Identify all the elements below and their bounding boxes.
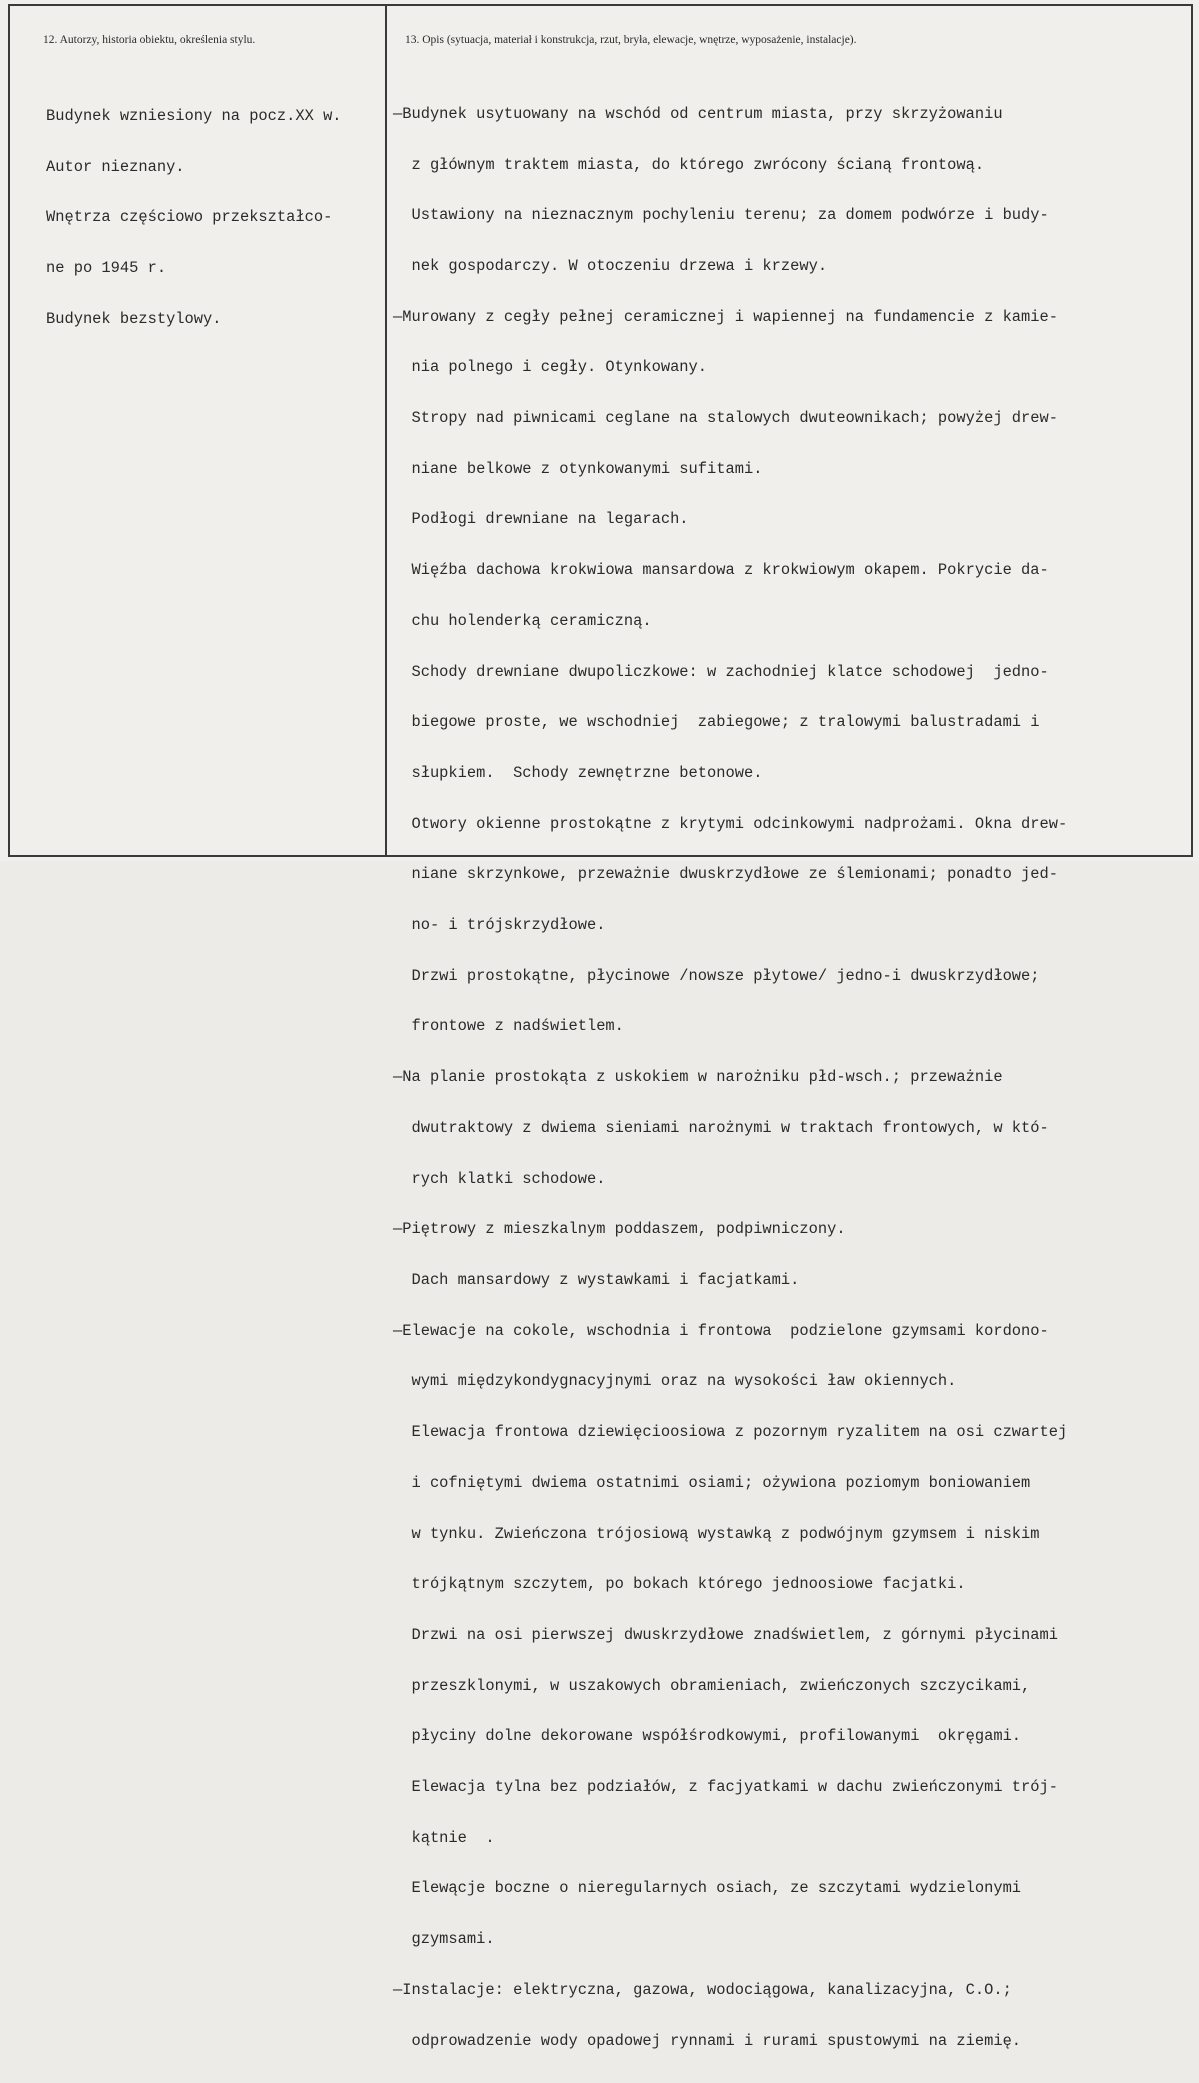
text-line: i cofniętymi dwiema ostatnimi osiami; ożywiona poziomym boniowaniem bbox=[393, 1473, 1031, 1492]
text-line: Wnętrza częściowo przekształco- bbox=[46, 208, 333, 227]
text-line: Więźba dachowa krokwiowa mansardowa z krokwiowym okapem. Pokrycie da- bbox=[393, 561, 1049, 580]
text-line: przeszklonymi, w uszakowych obramieniach, zwieńczonych szczycikami, bbox=[393, 1676, 1031, 1695]
text-line: biegowe proste, we wschodniej zabiegowe; z tralowymi balustradami i bbox=[393, 713, 1040, 732]
text-line: gzymsami. bbox=[393, 1930, 495, 1949]
text-line: kątnie . bbox=[393, 1828, 495, 1847]
text-line: Budynek wzniesiony na pocz.XX w. bbox=[46, 106, 342, 125]
text-line: Otwory okienne prostokątne z krytymi odcinkowymi nadprożami. Okna drew- bbox=[393, 814, 1068, 833]
text-line: niane skrzynkowe, przeważnie dwuskrzydłowe ze ślemionami; ponadto jed- bbox=[393, 865, 1058, 884]
text-line: —Murowany z cegły pełnej ceramicznej i wapiennej na fundamencie z kamie- bbox=[393, 307, 1058, 326]
description-column bbox=[393, 72, 1183, 2083]
text-line: Elewacja frontowa dziewięcioosiowa z pozornym ryzalitem na osi czwartej bbox=[393, 1423, 1068, 1442]
text-line: dwutraktowy z dwiema sieniami narożnymi w traktach frontowych, w któ- bbox=[393, 1118, 1049, 1137]
frame-border-top bbox=[8, 4, 1191, 6]
text-line: słupkiem. Schody zewnętrzne betonowe. bbox=[393, 763, 763, 782]
text-line: Ustawiony na nieznacznym pochyleniu terenu; za domem podwórze i budy- bbox=[393, 206, 1049, 225]
text-line: odprowadzenie wody opadowej rynnami i rurami spustowymi na ziemię. bbox=[393, 2031, 1022, 2050]
text-line: chu holenderką ceramiczną. bbox=[393, 611, 652, 630]
text-line: ne po 1945 r. bbox=[46, 258, 167, 277]
text-line: rych klatki schodowe. bbox=[393, 1169, 606, 1188]
text-line: Elewącje boczne o nieregularnych osiach, ze szczytami wydzielonymi bbox=[393, 1879, 1022, 1898]
text-line: Budynek bezstylowy. bbox=[46, 309, 222, 328]
text-line: Dach mansardowy z wystawkami i facjatkami. bbox=[393, 1270, 800, 1289]
text-line: płyciny dolne dekorowane współśrodkowymi, profilowanymi okręgami. bbox=[393, 1727, 1022, 1746]
text-line: no- i trójskrzydłowe. bbox=[393, 916, 606, 935]
text-line: Podłogi drewniane na legarach. bbox=[393, 510, 689, 529]
text-line: —Na planie prostokąta z uskokiem w narożniku płd-wsch.; przeważnie bbox=[393, 1068, 1003, 1087]
column-divider bbox=[385, 4, 387, 857]
text-line: Autor nieznany. bbox=[46, 157, 185, 176]
text-line: Drzwi prostokątne, płycinowe /nowsze płytowe/ jedno-i dwuskrzydłowe; bbox=[393, 966, 1040, 985]
text-line: frontowe z nadświetlem. bbox=[393, 1017, 624, 1036]
text-line: Drzwi na osi pierwszej dwuskrzydłowe znadświetlem, z górnymi płycinami bbox=[393, 1625, 1058, 1644]
section-12-heading: 12. Autorzy, historia obiektu, określenia stylu. bbox=[43, 34, 256, 46]
section-13-heading: 13. Opis (sytuacja, materiał i konstrukcja, rzut, bryła, elewacje, wnętrze, wyposażenie, instalacje). bbox=[405, 34, 857, 46]
text-line: Stropy nad piwnicami ceglane na stalowych dwuteownikach; powyżej drew- bbox=[393, 409, 1058, 428]
text-line: —Budynek usytuowany na wschód od centrum miasta, przy skrzyżowaniu bbox=[393, 104, 1003, 123]
text-line: —Piętrowy z mieszkalnym poddaszem, podpiwniczony. bbox=[393, 1220, 846, 1239]
frame-border-left bbox=[8, 4, 10, 857]
text-line: nek gospodarczy. W otoczeniu drzewa i krzewy. bbox=[393, 256, 828, 275]
text-line: Schody drewniane dwupoliczkowe: w zachodniej klatce schodowej jedno- bbox=[393, 662, 1049, 681]
text-line: z głównym traktem miasta, do którego zwrócony ścianą frontową. bbox=[393, 155, 985, 174]
text-line: nia polnego i cegły. Otynkowany. bbox=[393, 358, 708, 377]
frame-border-right bbox=[1191, 4, 1193, 857]
text-line: —Elewacje na cokole, wschodnia i frontowa podzielone gzymsami kordono- bbox=[393, 1321, 1049, 1340]
text-line: w tynku. Zwieńczona trójosiową wystawką z podwójnym gzymsem i niskim bbox=[393, 1524, 1040, 1543]
text-line: —Instalacje: elektryczna, gazowa, wodociągowa, kanalizacyjna, C.O.; bbox=[393, 1980, 1012, 1999]
authors-history-column bbox=[46, 74, 381, 361]
text-line: trójkątnym szczytem, po bokach którego jednoosiowe facjatki. bbox=[393, 1575, 966, 1594]
text-line: wymi międzykondygnacyjnymi oraz na wysokości ław okiennych. bbox=[393, 1372, 957, 1391]
text-line: Elewacja tylna bez podziałów, z facjyatkami w dachu zwieńczonymi trój- bbox=[393, 1778, 1058, 1797]
text-line: niane belkowe z otynkowanymi sufitami. bbox=[393, 459, 763, 478]
